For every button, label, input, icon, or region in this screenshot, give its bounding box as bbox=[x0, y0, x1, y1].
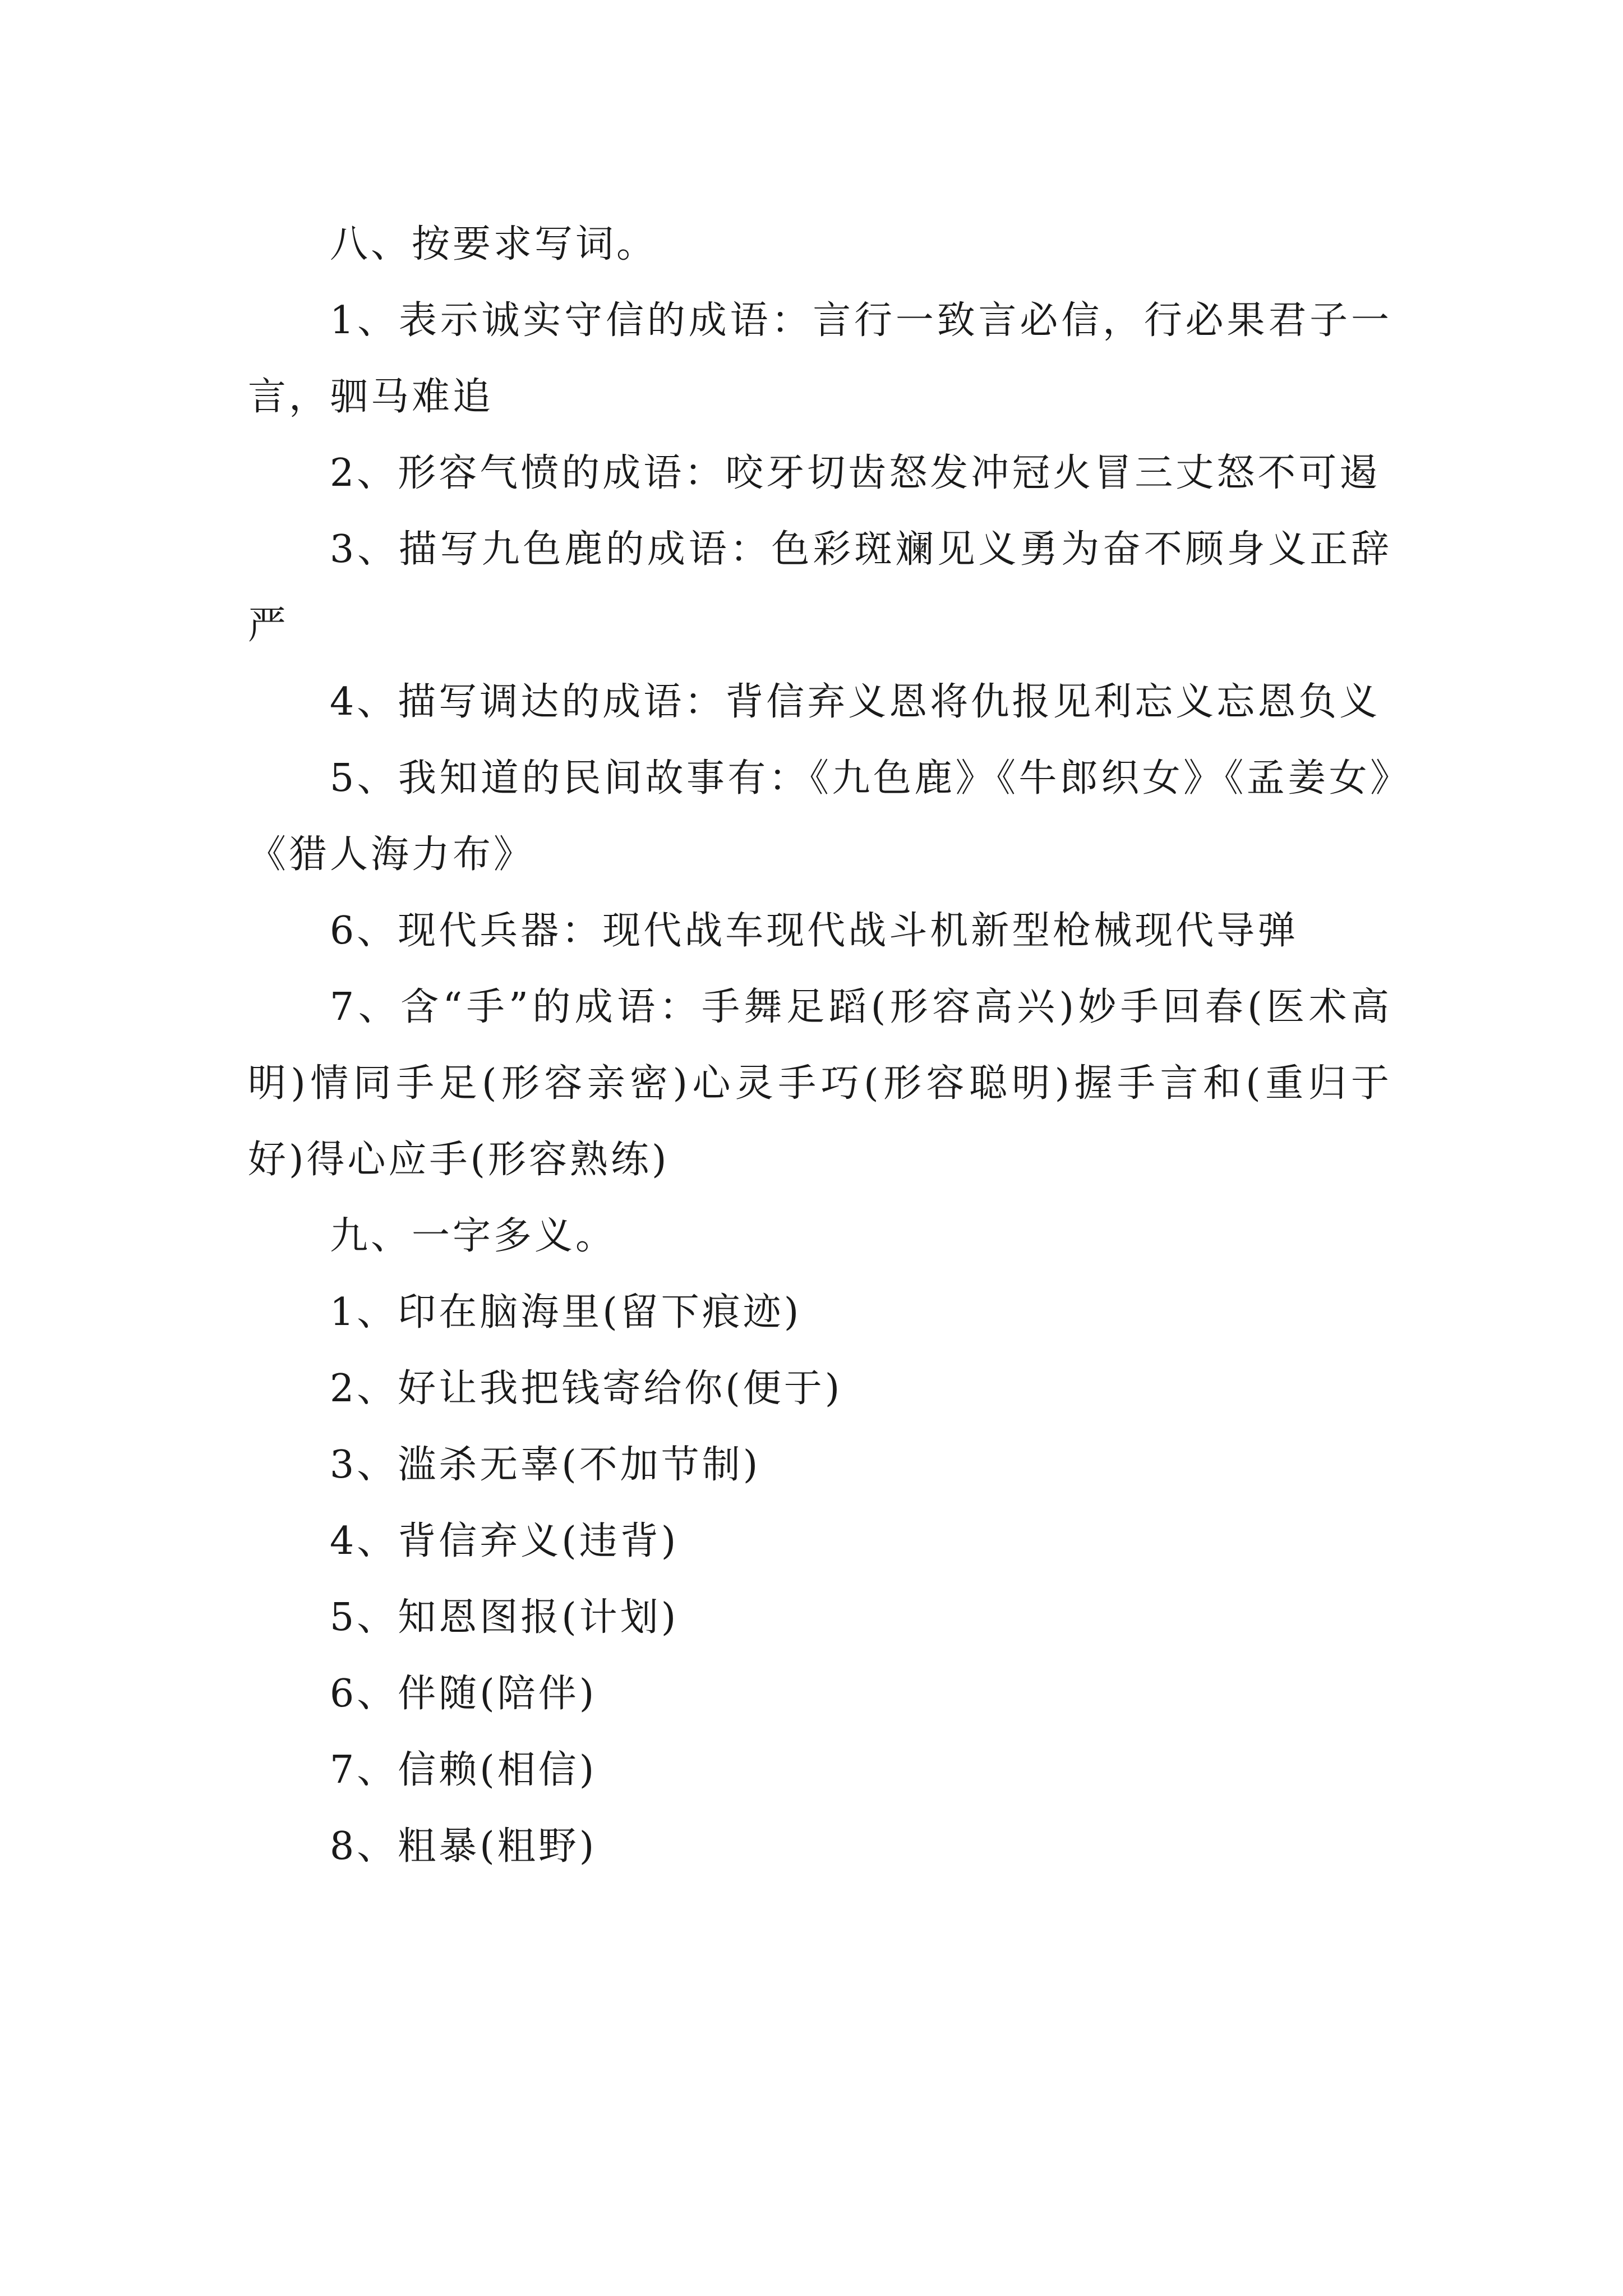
section-9-heading: 九、一字多义。 bbox=[330, 1214, 617, 1258]
section-8-item-7: 7、含“手”的成语：手舞足蹈(形容高兴)妙手回春(医术高明)情同手足(形容亲密)心灵手巧(形容聪明)握手言和(重归于好)得心应手(形容熟练) bbox=[248, 985, 1392, 1182]
section-8-item-3: 3、描写九色鹿的成语：色彩斑斓见义勇为奋不顾身义正辞严 bbox=[248, 527, 1392, 648]
section-9-item-7: 7、信赖(相信) bbox=[330, 1748, 597, 1792]
section-9-item-2: 2、好让我把钱寄给你(便于) bbox=[330, 1366, 843, 1411]
section-9-item-8: 8、粗暴(粗野) bbox=[330, 1824, 597, 1869]
section-8-item-6: 6、现代兵器：现代战车现代战斗机新型枪械现代导弹 bbox=[330, 909, 1299, 953]
section-8-heading: 八、按要求写词。 bbox=[330, 222, 658, 266]
section-9-item-6: 6、伴随(陪伴) bbox=[330, 1672, 597, 1716]
section-8-item-4: 4、描写调达的成语：背信弃义恩将仇报见利忘义忘恩负义 bbox=[330, 680, 1381, 724]
section-9-item-4: 4、背信弃义(违背) bbox=[330, 1519, 679, 1563]
section-8-item-2: 2、形容气愤的成语：咬牙切齿怒发冲冠火冒三丈怒不可遏 bbox=[330, 451, 1381, 495]
section-9-item-3: 3、滥杀无辜(不加节制) bbox=[330, 1443, 761, 1487]
document-body bbox=[248, 206, 1392, 1885]
section-8-item-5: 5、我知道的民间故事有：《九色鹿》《牛郎织女》《孟姜女》《猎人海力布》 bbox=[248, 756, 1392, 877]
section-8-item-1: 1、表示诚实守信的成语：言行一致言必信，行必果君子一言，驷马难追 bbox=[248, 298, 1392, 419]
section-9-item-1: 1、印在脑海里(留下痕迹) bbox=[330, 1290, 802, 1335]
section-9-item-5: 5、知恩图报(计划) bbox=[330, 1595, 679, 1640]
